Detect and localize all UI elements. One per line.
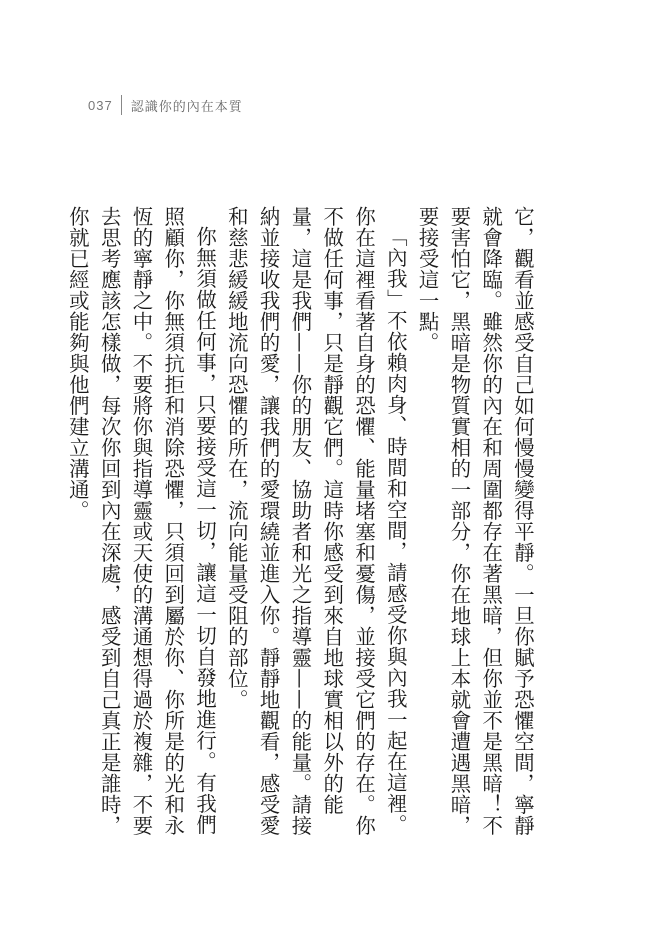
paragraph-1: 它，觀看並感受自己如何慢慢變得平靜。一旦你賦予恐懼空間，寧靜就會降臨。雖然你的內在和周圍都存在著黑暗，但你並不是黑暗！不要害怕它，黑暗是物質實相的一部分，你在地球上本就會遭遇黑暗，要接受這一點。 bbox=[415, 206, 535, 836]
paragraph-3: 你無須做任何事，只要接受這一切，讓這一切自發地進行。有我們照顧你，你無須抗拒和消除恐懼，只須回到屬於你、你所是的光和永恆的寧靜之中。不要將你與指導靈或天使的溝通想得過於複雜，不要去思考應該怎樣做，每次你回到內在深處，感受到自己真正是誰時，你就已經或能夠與他們建立溝通。 bbox=[65, 206, 218, 836]
paragraph-2: 「內我」不依賴肉身、時間和空間，請感受你與內我一起在這裡。你在這裡看著自身的恐懼、能量堵塞和憂傷，並接受它們的存在。你不做任何事，只是靜觀它們。這時你感受到來自地球實相以外的能量，這是我們——你的朋友、協助者和光之指導靈——的能量。請接納並接收我們的愛，讓我們的愛環繞並進入你。靜靜地觀看，感受愛和慈悲緩緩地流向恐懼的所在，流向能量受阻的部位。 bbox=[224, 206, 408, 836]
chapter-title: 認識你的內在本質 bbox=[130, 99, 243, 115]
header-divider bbox=[121, 95, 122, 115]
page-number: 037 bbox=[88, 97, 113, 113]
body-text bbox=[65, 206, 538, 846]
running-header bbox=[88, 94, 243, 116]
